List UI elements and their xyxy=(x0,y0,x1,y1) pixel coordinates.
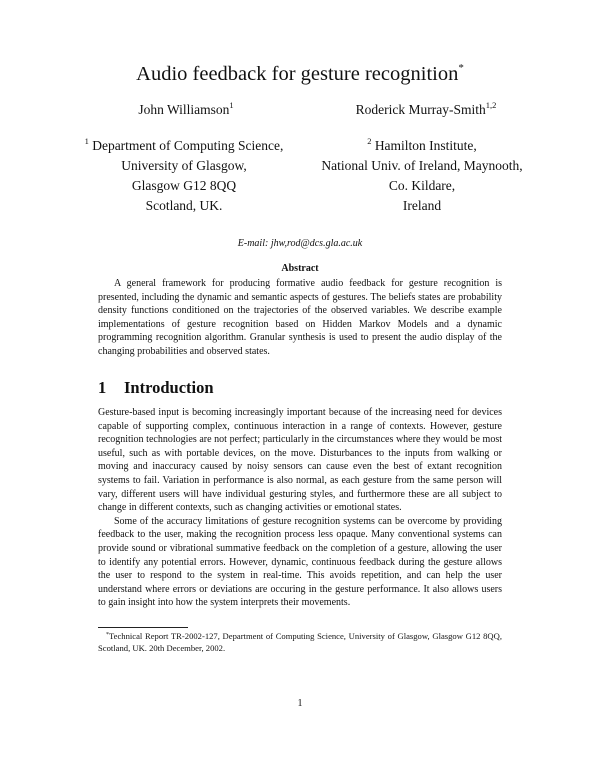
abstract-heading: Abstract xyxy=(281,263,319,274)
abstract-paragraph: A general framework for producing formative audio feedback for gesture recognition is presented, including the dynamic and semantic aspects of gestures. The beliefs states are probability density functions conditioned on the trajectories of the observed variables. We describe example implementations of gesture recognition based on Hidden Markov Models and a dynamic programming recognition algorithm. Granular synthesis is used to present the audio display of the changing probabilities and observed states. xyxy=(98,278,502,357)
footnote-marker: * xyxy=(106,632,109,638)
affiliation-2 xyxy=(306,136,538,216)
author-1-marker: 1 xyxy=(229,100,234,110)
affiliation-1-marker: 1 xyxy=(84,136,89,146)
page-number: 1 xyxy=(297,698,303,709)
affiliation-2-line-3: Co. Kildare, xyxy=(388,178,456,193)
affiliation-1-line-3: Glasgow G12 8QQ xyxy=(131,178,237,193)
section-heading xyxy=(98,377,502,399)
author-2-name: Roderick Murray-Smith xyxy=(355,102,486,117)
affiliation-1 xyxy=(72,136,296,216)
affiliation-1-line-2: University of Glasgow, xyxy=(121,158,247,173)
title-note-marker: * xyxy=(458,62,464,74)
author-1 xyxy=(86,102,286,118)
section-body xyxy=(98,406,502,610)
affiliation-2-line-2: National Univ. of Ireland, Maynooth, xyxy=(321,158,523,173)
author-1-name: John Williamson xyxy=(138,102,230,117)
affiliation-1-line-1 xyxy=(72,136,296,156)
footnote-text: Technical Report TR-2002-127, Department of Computing Science, University of Glasgow, Glasgow G12 8QQ, Scotland, UK. 20th December, 2002. xyxy=(98,631,502,653)
author-2 xyxy=(316,102,536,118)
body-paragraph-1: Gesture-based input is becoming increasingly important because of the increasing need for devices capable of supporting complex, continuous interaction in a range of contexts. However, gesture recognition technologies are not perfect; particularly in the circumstances where they would be most useful, such as with portable devices, on the move. Disturbances to the inputs from walking or moving and inaccuracy caused by noisy sensors can cause even the best of extant recognition systems to fail. Variation in performance is also normal, as each gesture from the same person will vary, different users will have individual gesturing styles, and furthermore these are all subject to change in different contexts, such as changing activities or emotional states. xyxy=(98,407,502,514)
footnote-rule xyxy=(98,627,188,628)
footnote xyxy=(98,630,502,654)
affiliation-1-text-1: Department of Computing Science, xyxy=(92,138,284,153)
footnote-paragraph xyxy=(98,630,502,654)
affiliation-2-marker: 2 xyxy=(367,136,372,146)
abstract-body xyxy=(98,277,502,359)
section-number: 1 xyxy=(98,378,107,397)
contact-email[interactable]: E-mail: jhw,rod@dcs.gla.ac.uk xyxy=(237,238,363,249)
affiliation-2-line-1 xyxy=(306,136,538,156)
affiliation-2-line-4: Ireland xyxy=(402,198,442,213)
title-text: Audio feedback for gesture recognition xyxy=(136,63,459,85)
paper-title xyxy=(0,62,600,86)
body-paragraph-2: Some of the accuracy limitations of gesture recognition systems can be overcome by providing feedback to the user, making the recognition process less opaque. Many conventional systems can provide sound or vibrational summative feedback on the completion of a gesture, allowing the user to identify any potential errors. However, dynamic, continuous feedback during the gesture allows the user to respond to the system in real-time. This avoids repetition, and can help the user understand where errors or deviations are occuring in the gesture performance. It also allows users to gain insight into how the system interprets their movements. xyxy=(98,515,502,609)
author-2-marker: 1,2 xyxy=(485,100,497,110)
affiliation-2-text-1: Hamilton Institute, xyxy=(374,138,477,153)
section-title: Introduction xyxy=(124,378,214,397)
affiliation-1-line-4: Scotland, UK. xyxy=(145,198,223,213)
